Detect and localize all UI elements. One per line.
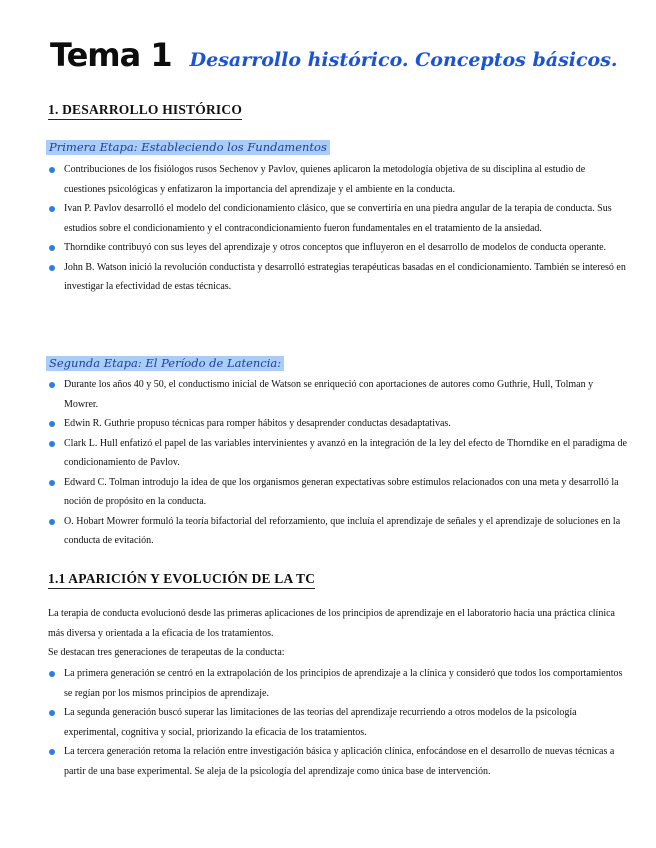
- list-item: Edwin R. Guthrie propuso técnicas para romper hábitos y desaprender conductas desadaptativas.: [48, 414, 628, 434]
- bullet-icon: [49, 519, 55, 525]
- bullet-icon: [49, 749, 55, 755]
- section-heading-1-1-text: 1.1 APARICIÓN Y EVOLUCIÓN DE LA TC: [48, 571, 316, 586]
- section-lead-text: Se destacan tres generaciones de terapeutas de la conducta:: [48, 647, 285, 658]
- list-item: O. Hobart Mowrer formuló la teoría bifactorial del reforzamiento, que incluía el aprendizaje de señales y el aprendizaje de soluciones en la conducta de evitación.: [48, 512, 628, 551]
- topic-number: Tema 1: [50, 36, 172, 74]
- list-item: Contribuciones de los fisiólogos rusos Sechenov y Pavlov, quienes aplicaron la metodología objetiva de su disciplina al estudio de cuestiones psicológicas y enfatizaron la importancia del aprendizaje y el ambiente en la conducta.: [48, 160, 628, 199]
- section-intro-paragraph: La terapia de conducta evolucionó desde las primeras aplicaciones de los principios de aprendizaje en el laboratorio hacia una práctica clínica más diversa y orientada a la eficacia de los tratamientos.: [48, 608, 615, 639]
- list-item: John B. Watson inició la revolución conductista y desarrolló estrategias terapéuticas basadas en el condicionamiento. También se interesó en investigar la efectividad de estas técnicas.: [48, 258, 628, 297]
- bullet-icon: [49, 421, 55, 427]
- list-item: Durante los años 40 y 50, el conductismo inicial de Watson se enriqueció con aportaciones de autores como Guthrie, Hull, Tolman y Mowrer.: [48, 375, 628, 414]
- bullet-icon: [49, 710, 55, 716]
- list-item: Clark L. Hull enfatizó el papel de las variables intervinientes y avanzó en la integración de la ley del efecto de Thorndike en el paradigma de condicionamiento de Pavlov.: [48, 434, 628, 473]
- section-heading-1-1: [48, 571, 315, 589]
- stage2-label: Segunda Etapa: El Período de Latencia:: [46, 356, 284, 371]
- stage1-list: [48, 160, 628, 297]
- stage1-label: Primera Etapa: Estableciendo los Fundamentos: [46, 140, 330, 155]
- list-item: La tercera generación retoma la relación entre investigación básica y aplicación clínica, enfocándose en el desarrollo de nuevas técnicas a partir de una base experimental. Se aleja de la psicología del aprendizaje como única base de intervención.: [48, 742, 628, 781]
- bullet-icon: [49, 382, 55, 388]
- section-heading-underline: [48, 119, 242, 120]
- bullet-icon: [49, 206, 55, 212]
- bullet-icon: [49, 480, 55, 486]
- generations-list: [48, 664, 628, 781]
- page-title: [50, 36, 630, 84]
- list-item: Thorndike contribuyó con sus leyes del aprendizaje y otros conceptos que influyeron en el desarrollo de modelos de conducta operante.: [48, 238, 628, 258]
- section-heading-underline: [48, 588, 315, 589]
- section-heading-1: [48, 102, 242, 120]
- bullet-icon: [49, 671, 55, 677]
- bullet-icon: [49, 441, 55, 447]
- list-item: La segunda generación buscó superar las limitaciones de las teorías del aprendizaje recurriendo a otros modelos de la psicología experimental, cognitiva y social, priorizando la eficacia de los tratamientos.: [48, 703, 628, 742]
- bullet-icon: [49, 167, 55, 173]
- bullet-icon: [49, 245, 55, 251]
- section-heading-1-text: 1. DESARROLLO HISTÓRICO: [48, 102, 243, 117]
- stage2-list: [48, 375, 628, 551]
- bullet-icon: [49, 265, 55, 271]
- list-item: Edward C. Tolman introdujo la idea de que los organismos generan expectativas sobre estímulos relacionados con una meta y desarrolló la noción de propósito en la conducta.: [48, 473, 628, 512]
- topic-title: Desarrollo histórico. Conceptos básicos.: [189, 49, 618, 71]
- list-item: Ivan P. Pavlov desarrolló el modelo del condicionamiento clásico, que se convertiría en una piedra angular de la terapia de conducta. Sus estudios sobre el condicionamiento y el contracondicionamiento fueron fundamentales en el tratamiento de la ansiedad.: [48, 199, 628, 238]
- list-item: La primera generación se centró en la extrapolación de los principios de aprendizaje a la clínica y consideró que todos los comportamientos se regían por los mismos principios de aprendizaje.: [48, 664, 628, 703]
